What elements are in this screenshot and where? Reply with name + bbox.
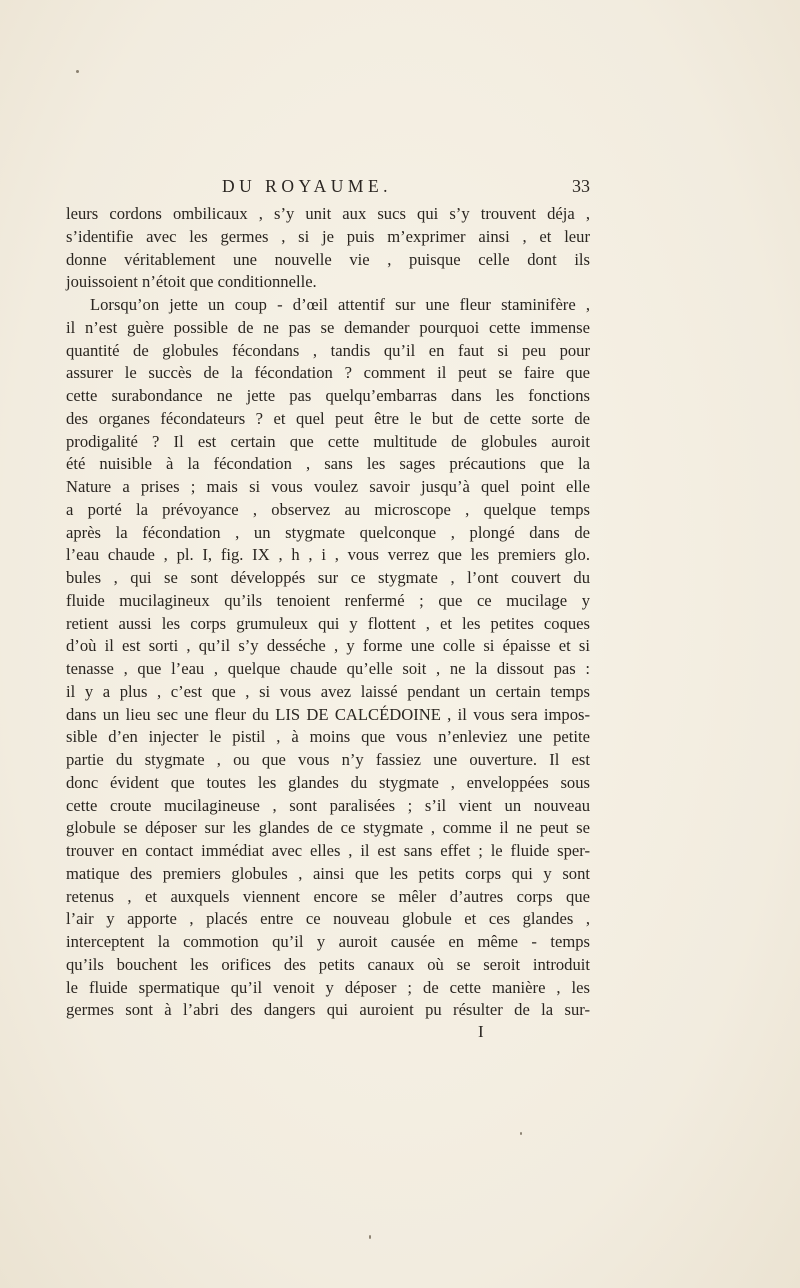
text-line: donc évident que toutes les glandes du stygmate , enveloppées sous <box>66 772 590 792</box>
text-line: germes sont à l’abri des dangers qui auroient pu résulter de la sur- <box>66 1000 590 1020</box>
page-header <box>66 176 590 200</box>
text-line: le fluide spermatique qu’il venoit y déposer ; de cette manière , les <box>66 977 590 997</box>
text-line: qu’ils bouchent les orifices des petits canaux où se seroit introduit <box>66 954 590 974</box>
body-text <box>66 203 590 1022</box>
page-number: 33 <box>572 176 590 196</box>
ink-speck <box>369 1235 371 1239</box>
signature-mark: I <box>478 1022 484 1041</box>
ink-speck <box>520 1132 522 1135</box>
text-line: cette surabondance ne jette pas quelqu’embarras dans les fonctions <box>66 386 590 405</box>
text-line: jouissoient n’étoit que conditionnelle. <box>66 272 317 292</box>
text-line: après la fécondation , un stygmate quelconque , plongé dans de <box>66 522 590 542</box>
text-line: interceptent la commotion qu’il y auroit causée en même - temps <box>66 932 590 951</box>
text-line: l’eau chaude , pl. I, fig. IX , h , i , vous verrez que les premiers glo. <box>66 545 590 565</box>
running-head: DU ROYAUME. <box>222 176 393 196</box>
text-line: Lorsqu’on jette un coup - d’œil attentif sur une fleur staminifère , <box>90 295 590 314</box>
text-line: retenus , et auxquels viennent encore se mêler d’autres corps que <box>66 886 590 906</box>
text-line: l’air y apporte , placés entre ce nouveau globule et ces glandes , <box>66 909 590 929</box>
ink-speck <box>76 70 79 73</box>
text-line: été nuisible à la fécondation , sans les sages précautions que la <box>66 454 590 474</box>
text-line: il y a plus , c’est que , si vous avez laissé pendant un certain temps <box>66 681 590 701</box>
text-line: il n’est guère possible de ne pas se demander pourquoi cette immense <box>66 317 590 337</box>
text-line: partie du stygmate , ou que vous n’y fassiez une ouverture. Il est <box>66 750 590 769</box>
text-line: bules , qui se sont développés sur ce stygmate , l’ont couvert du <box>66 568 590 587</box>
text-line: quantité de globules fécondans , tandis qu’il en faut si peu pour <box>66 340 590 360</box>
text-line: donne véritablement une nouvelle vie , puisque celle dont ils <box>66 249 590 269</box>
text-line: s’identifie avec les germes , si je puis m’exprimer ainsi , et leur <box>66 226 590 246</box>
text-line: a porté la prévoyance , observez au microscope , quelque temps <box>66 499 590 519</box>
text-line: prodigalité ? Il est certain que cette multitude de globules auroit <box>66 431 590 451</box>
text-line: cette croute mucilagineuse , sont paralisées ; s’il vient un nouveau <box>66 795 590 815</box>
text-line: retient aussi les corps grumuleux qui y flottent , et les petites coques <box>66 613 590 633</box>
text-line: Nature a prises ; mais si vous voulez savoir jusqu’à quel point elle <box>66 477 590 496</box>
text-line: fluide mucilagineux qu’ils tenoient renfermé ; que ce mucilage y <box>66 590 590 610</box>
text-line: sible d’en injecter le pistil , à moins que vous n’enleviez une petite <box>66 727 590 747</box>
text-line: leurs cordons ombilicaux , s’y unit aux sucs qui s’y trouvent déja , <box>66 204 590 223</box>
text-line: trouver en contact immédiat avec elles , il est sans effet ; le fluide sper- <box>66 841 590 860</box>
text-line: globule se déposer sur les glandes de ce stygmate , comme il ne peut se <box>66 818 590 838</box>
text-line: dans un lieu sec une fleur du LIS DE CALCÉDOINE , il vous sera impos- <box>66 704 590 724</box>
text-line: tenasse , que l’eau , quelque chaude qu’elle soit , ne la dissout pas : <box>66 659 590 678</box>
text-line: assurer le succès de la fécondation ? comment il peut se faire que <box>66 363 590 383</box>
text-line: d’où il est sorti , qu’il s’y desséche , y forme une colle si épaisse et si <box>66 636 590 656</box>
text-line: matique des premiers globules , ainsi que les petits corps qui y sont <box>66 863 590 883</box>
text-line: des organes fécondateurs ? et quel peut être le but de cette sorte de <box>66 408 590 428</box>
